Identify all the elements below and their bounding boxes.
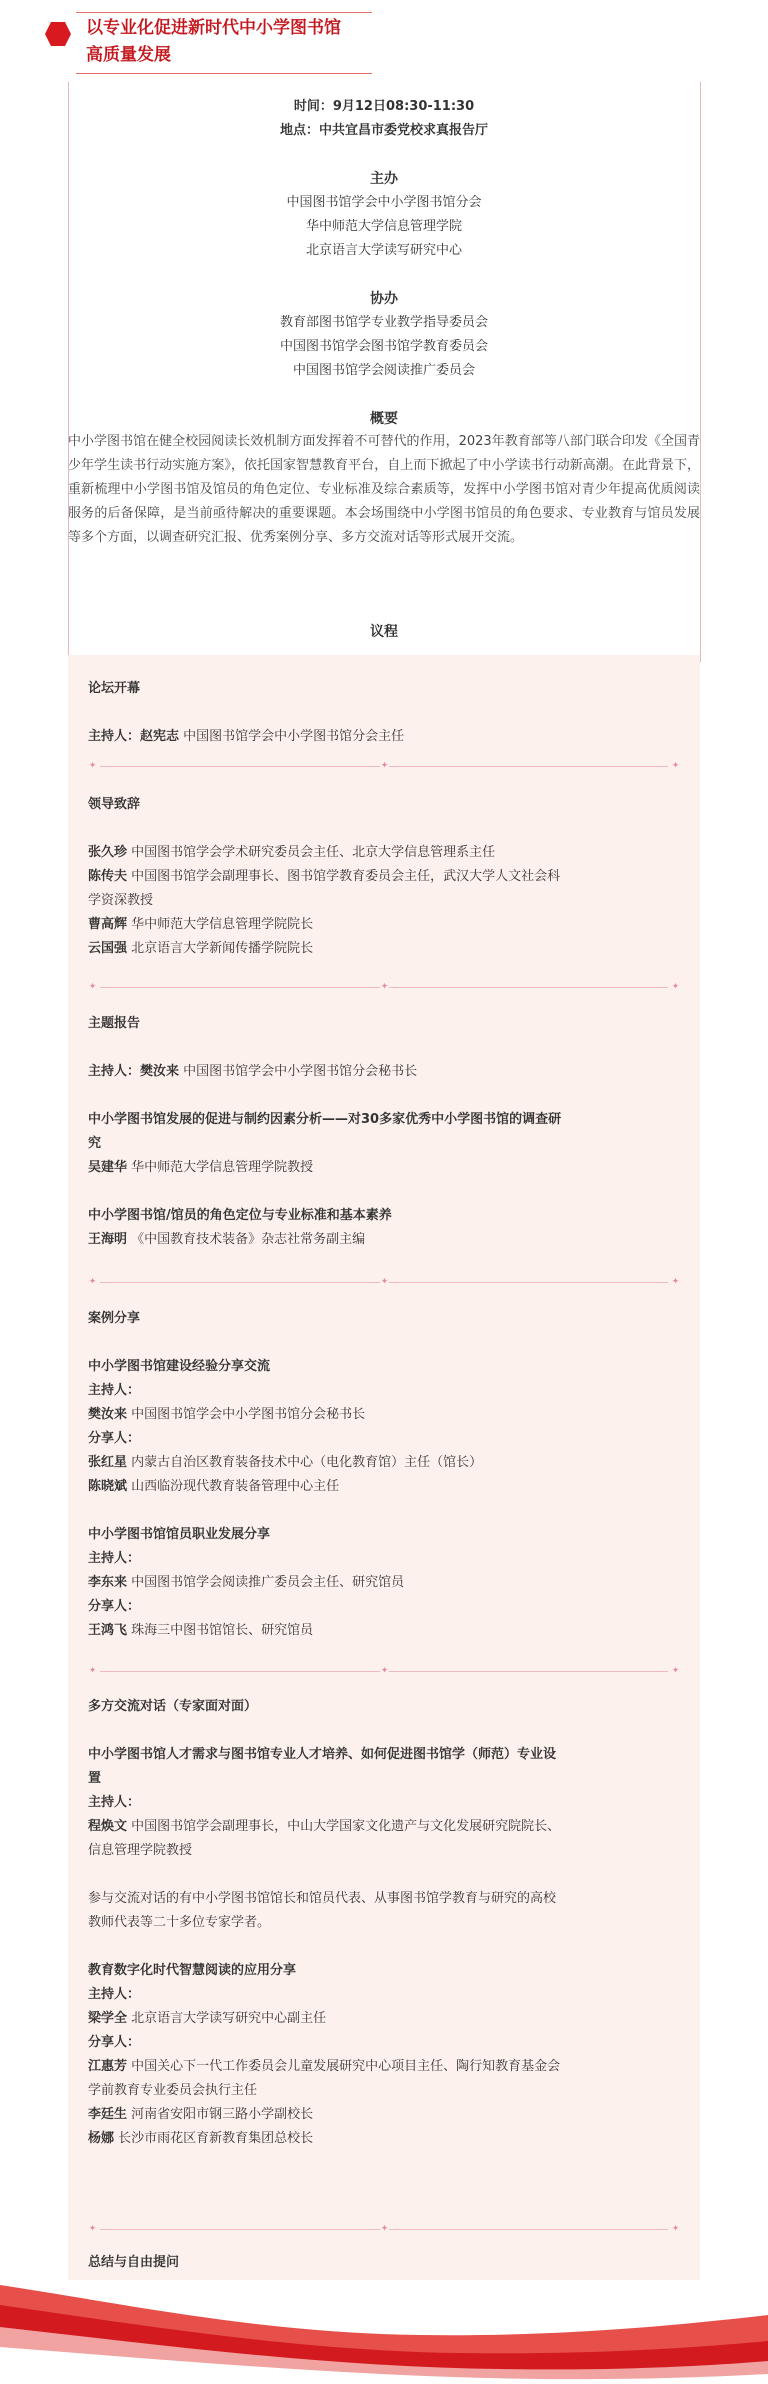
title-line-1: 以专业化促进新时代中小学图书馆 xyxy=(86,18,341,38)
section-title: 领导致辞 xyxy=(88,797,141,812)
person-name: 赵宪志 xyxy=(140,729,180,744)
person-name: 梁学全 xyxy=(88,2011,128,2026)
report-title: 中小学图书馆发展的促进与制约因素分析——对30多家优秀中小学图书馆的调查研 xyxy=(88,1112,562,1127)
sharer-label: 分享人： xyxy=(88,1599,141,1614)
host-org: 北京语言大学读写研究中心 xyxy=(305,243,462,258)
host-org: 中国图书馆学会中小学图书馆分会 xyxy=(286,195,482,210)
person-name: 樊汝来 xyxy=(140,1064,180,1079)
person-name: 张久珍 xyxy=(88,845,128,860)
person-name: 李廷生 xyxy=(88,2107,128,2122)
report-title-wrap: 究 xyxy=(88,1136,102,1151)
dialogue-title: 中小学图书馆人才需求与图书馆专业人才培养、如何促进图书馆学（师范）专业设 xyxy=(88,1747,557,1762)
section-title: 总结与自由提问 xyxy=(88,2255,180,2270)
reports-section xyxy=(88,1012,688,1252)
host-title: 主办 xyxy=(370,171,398,187)
person-name: 陈传夫 xyxy=(88,869,128,884)
person-role: 长沙市雨花区育新教育集团总校长 xyxy=(118,2131,314,2146)
case-title: 中小学图书馆建设经验分享交流 xyxy=(88,1359,271,1374)
cohost-org: 教育部图书馆学专业教学指导委员会 xyxy=(279,315,488,330)
person-role: 华中师范大学信息管理学院院长 xyxy=(131,917,314,932)
divider: ✦ ✦ ✦ xyxy=(88,761,680,771)
section-title: 论坛开幕 xyxy=(88,681,141,696)
host-label: 主持人： xyxy=(88,1383,141,1398)
person-role-wrap: 学资深教授 xyxy=(88,893,154,908)
host-label: 主持人： xyxy=(88,1551,141,1566)
person-name: 王海明 xyxy=(88,1232,128,1247)
person-role: 北京语言大学读写研究中心副主任 xyxy=(131,2011,327,2026)
dialogue-title-wrap: 置 xyxy=(88,1771,102,1786)
person-role-wrap: 学前教育专业委员会执行主任 xyxy=(88,2083,258,2098)
person-name: 云国强 xyxy=(88,941,128,956)
person-role: 中国图书馆学会中小学图书馆分会秘书长 xyxy=(183,1064,418,1079)
person-name: 樊汝来 xyxy=(88,1407,128,1422)
person-role: 中国图书馆学会中小学图书馆分会秘书长 xyxy=(131,1407,366,1422)
section-title: 主题报告 xyxy=(88,1016,141,1031)
person-name: 江惠芳 xyxy=(88,2059,128,2074)
sharer-label: 分享人： xyxy=(88,1431,141,1446)
divider: ✦ ✦ ✦ xyxy=(88,1277,680,1287)
overview-text: 中小学图书馆在健全校园阅读长效机制方面发挥着不可替代的作用，2023年教育部等八部门联合印发《全国青少年学生读书行动实施方案》，依托国家智慧教育平台，自上而下掀起了中小学读书行动新高潮。在此背景下，重新梳理中小学图书馆及馆员的角色定位、专业标准及综合素质等，发挥中小学图书馆对青少年提高优质阅读服务的后备保障，是当前亟待解决的重要课题。本会场围绕中小学图书馆员的角色要求、专业教育与馆员发展等多个方面，以调查研究汇报、优秀案例分享、多方交流对话等形式展开交流。 xyxy=(68,434,700,545)
agenda-title: 议程 xyxy=(370,624,398,640)
person-role: 中国图书馆学会中小学图书馆分会主任 xyxy=(183,729,405,744)
cohost-org: 中国图书馆学会阅读推广委员会 xyxy=(292,363,475,378)
host-label: 主持人： xyxy=(88,729,141,744)
event-time: 时间：9月12日08:30-11:30 xyxy=(293,99,475,114)
person-role: 珠海三中图书馆馆长、研究馆员 xyxy=(131,1623,314,1638)
title-line-2: 高质量发展 xyxy=(86,45,171,65)
person-name: 陈晓斌 xyxy=(88,1479,128,1494)
dialogue-note: 教师代表等二十多位专家学者。 xyxy=(88,1915,271,1930)
person-role: 中国关心下一代工作委员会儿童发展研究中心项目主任、陶行知教育基金会 xyxy=(131,2059,561,2074)
dialogue-title: 教育数字化时代智慧阅读的应用分享 xyxy=(88,1963,297,1978)
person-role: 内蒙古自治区教育装备技术中心（电化教育馆）主任（馆长） xyxy=(131,1455,483,1470)
person-name: 程焕文 xyxy=(88,1819,128,1834)
header xyxy=(0,0,768,78)
agenda-panel xyxy=(68,655,700,2280)
sharer-label: 分享人： xyxy=(88,2035,141,2050)
host-label: 主持人： xyxy=(88,1795,141,1810)
section-title: 多方交流对话（专家面对面） xyxy=(88,1699,258,1714)
cases-section xyxy=(88,1307,688,1643)
cohost-title: 协办 xyxy=(370,291,398,307)
person-name: 杨娜 xyxy=(88,2131,115,2146)
host-label: 主持人： xyxy=(88,1064,141,1079)
opening-section xyxy=(88,677,688,749)
divider: ✦ ✦ ✦ xyxy=(88,2224,680,2234)
section-title: 案例分享 xyxy=(88,1311,141,1326)
divider: ✦ ✦ ✦ xyxy=(88,982,680,992)
person-role: 河南省安阳市钢三路小学副校长 xyxy=(131,2107,314,2122)
speeches-section xyxy=(88,793,688,961)
person-name: 李东来 xyxy=(88,1575,128,1590)
person-role: 中国图书馆学会副理事长、图书馆学教育委员会主任，武汉大学人文社会科 xyxy=(131,869,561,884)
hexagon-icon xyxy=(44,20,72,48)
event-place: 地点：中共宜昌市委党校求真报告厅 xyxy=(279,123,488,138)
overview-title: 概要 xyxy=(370,411,398,427)
person-name: 张红星 xyxy=(88,1455,128,1470)
person-name: 王鸿飞 xyxy=(88,1623,128,1638)
dialogue-note: 参与交流对话的有中小学图书馆馆长和馆员代表、从事图书馆学教育与研究的高校 xyxy=(88,1891,557,1906)
person-role: 中国图书馆学会阅读推广委员会主任、研究馆员 xyxy=(131,1575,405,1590)
person-name: 曹高辉 xyxy=(88,917,128,932)
host-label: 主持人： xyxy=(88,1987,141,2002)
divider: ✦ ✦ ✦ xyxy=(88,1666,680,1676)
person-role: 北京语言大学新闻传播学院院长 xyxy=(131,941,314,956)
event-info xyxy=(0,95,768,431)
person-role-wrap: 信息管理学院教授 xyxy=(88,1843,193,1858)
report-title: 中小学图书馆/馆员的角色定位与专业标准和基本素养 xyxy=(88,1208,392,1223)
person-role: 中国图书馆学会学术研究委员会主任、北京大学信息管理系主任 xyxy=(131,845,496,860)
title-box xyxy=(76,12,372,74)
person-name: 吴建华 xyxy=(88,1160,128,1175)
person-role: 山西临汾现代教育装备管理中心主任 xyxy=(131,1479,340,1494)
person-role: 中国图书馆学会副理事长，中山大学国家文化遗产与文化发展研究院院长、 xyxy=(131,1819,561,1834)
dialogue-section xyxy=(88,1695,688,2151)
footer-wave-decoration xyxy=(0,2255,768,2384)
host-org: 华中师范大学信息管理学院 xyxy=(305,219,462,234)
cohost-org: 中国图书馆学会图书馆学教育委员会 xyxy=(279,339,488,354)
case-title: 中小学图书馆馆员职业发展分享 xyxy=(88,1527,271,1542)
person-role: 《中国教育技术装备》杂志社常务副主编 xyxy=(131,1232,366,1247)
person-role: 华中师范大学信息管理学院教授 xyxy=(131,1160,314,1175)
